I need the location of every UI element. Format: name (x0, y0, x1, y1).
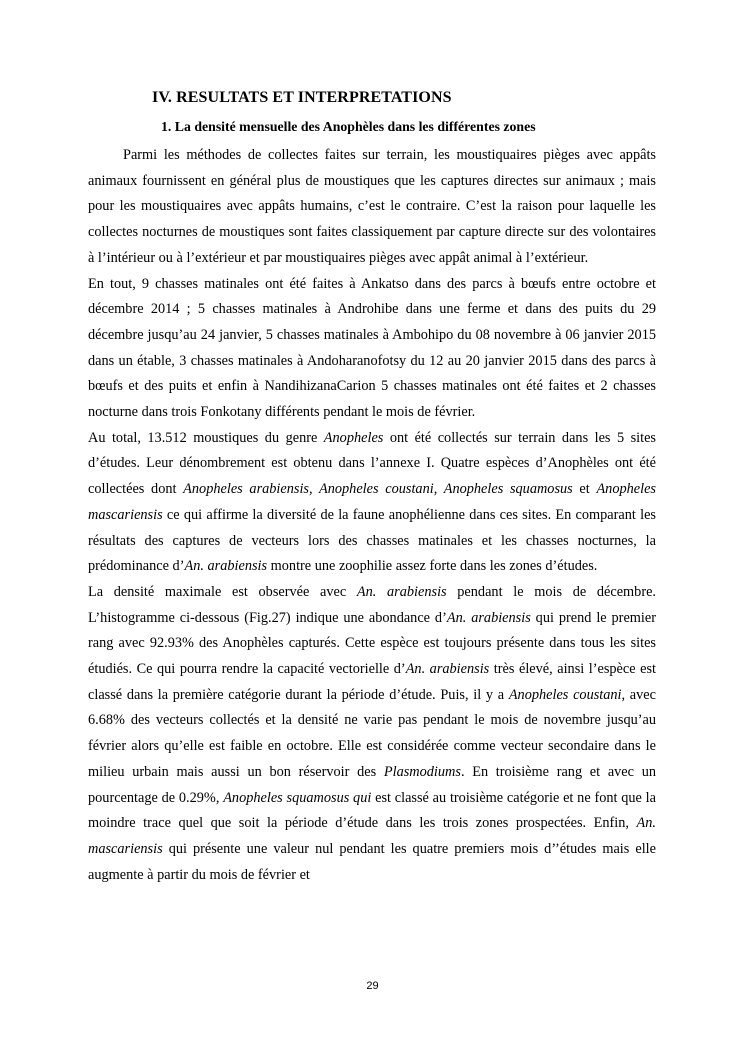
italic-term: An. mascariensis (88, 815, 656, 857)
text-segment: est classé au troisième catégorie et ne font que la moindre trace quel que soit la période d’étude dans les trois zones prospectées. Enfin, (88, 789, 656, 832)
text-segment: montre une zoophilie assez forte dans les zones d’études. (267, 558, 598, 575)
text-segment: ce qui affirme la diversité de la faune anophélienne dans ces sites. En comparant les résultats des captures de vecteurs lors des chasses matinales et les chasses nocturnes, la prédominance d’ (88, 506, 656, 575)
text-segment: pendant le mois de décembre. L’histogramme ci-dessous (Fig.27) indique une abondance d’ (88, 583, 657, 626)
italic-term: Anopheles mascariensis (88, 481, 656, 523)
paragraph-methods (88, 143, 656, 272)
italic-term: Anopheles squamosus qui (223, 789, 372, 806)
text-segment: ont été collectés sur terrain dans les 5 sites d’études. Leur dénombrement est obtenu dans l’annexe I. Quatre espèces d’Anophèles ont été collectées dont (88, 429, 656, 498)
text-segment: qui prend le premier rang avec 92.93% des Anophèles capturés. Cette espèce est toujours présente dans tous les sites étudiés. Ce qui pourra rendre la capacité vectorielle d’ (88, 609, 656, 678)
italic-term: An. arabiensis (356, 583, 447, 600)
body-text (88, 143, 656, 888)
paragraph-hunts (88, 272, 656, 426)
subsection-heading: 1. La densité mensuelle des Anophèles dans les différentes zones (161, 119, 536, 134)
text-segment: qui présente une valeur nul pendant les quatre premiers mois d’’études mais elle augmente à partir du mois de février et (88, 840, 656, 883)
text-segment: avec 6.68% des vecteurs collectés et la densité ne varie pas pendant le mois de novembre jusqu’au février alors qu’elle est faible en octobre. Elle est considérée comme vecteur secondaire dans le milieu urbain mais aussi un bon réservoir des (88, 686, 656, 780)
paragraph-density (88, 580, 656, 888)
text-segment: très élevé, ainsi l’espèce est classé dans la première catégorie durant la période d’étude. Puis, il y a (88, 661, 657, 703)
section-heading: IV. RESULTATS ET INTERPRETATIONS (152, 89, 452, 106)
italic-term: An. arabiensis (184, 558, 268, 575)
paragraph-total-collected (88, 426, 656, 580)
italic-term: Plasmodiums (383, 763, 461, 780)
italic-term: Anopheles coustani, (508, 686, 626, 703)
page-number: 29 (366, 980, 379, 992)
text-segment: Au total, 13.512 moustiques du genre (88, 429, 324, 446)
text-segment: La densité maximale est observée avec (88, 583, 357, 600)
italic-term: An. arabiensis (446, 609, 531, 626)
text-segment: et (572, 481, 597, 498)
italic-term: Anopheles (323, 429, 384, 446)
italic-term: Anopheles arabiensis, Anopheles coustani, Anopheles squamosus (183, 481, 573, 498)
text-segment: En tout, 9 chasses matinales ont été faites à Ankatso dans des parcs à bœufs entre octobre et décembre 2014 ; 5 chasses matinales à Androhibe dans une ferme et dans des puits du 29 décembre jusqu’au 24 janvier, 5 chasses matinales à Ambohipo du 08 novembre à 06 janvier 2015 dans un étable, 3 chasses matinales à Andoharanofotsy du 12 au 20 janvier 2015 dans des parcs à bœufs et des puits et enfin à NandihizanaCarion 5 chasses matinales ont été faites et 2 chasses nocturne dans trois Fonkotany différents pendant le mois de février. (88, 275, 656, 421)
italic-term: An. arabiensis (405, 661, 490, 678)
text-segment: Parmi les méthodes de collectes faites sur terrain, les moustiquaires pièges avec appâts animaux fournissent en général plus de moustiques que les captures directes sur animaux ; mais pour les moustiquaires avec appâts humains, c’est le contraire. C’est la raison pour laquelle les collectes nocturnes de moustiques sont faites classiquement par capture directe sur des volontaires à l’intérieur ou à l’extérieur et par moustiquaires pièges avec appât animal à l’extérieur. (88, 147, 656, 266)
text-segment: . En troisième rang et avec un pourcentage de 0.29%, (88, 763, 657, 806)
